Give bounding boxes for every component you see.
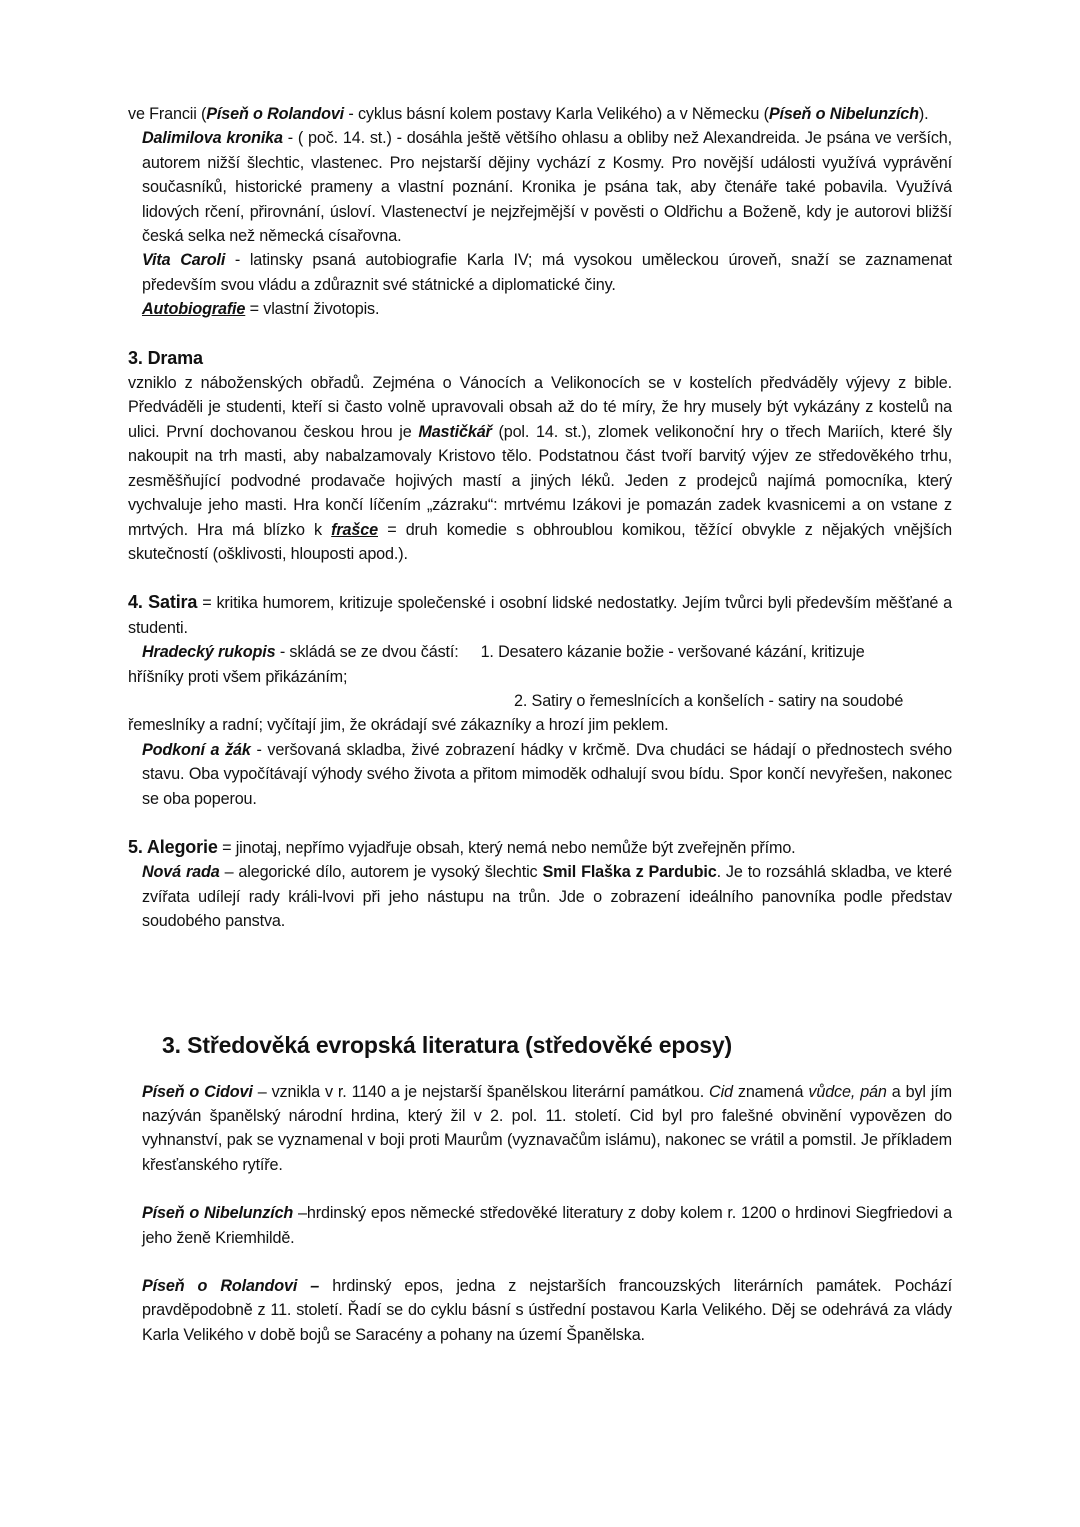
spacer xyxy=(128,1177,952,1201)
spacer xyxy=(128,1250,952,1274)
podkoni-paragraph xyxy=(128,738,952,811)
text: 2. Satiry o řemeslnících a konšelích - satiry na soudobé xyxy=(514,691,904,710)
vita-caroli-paragraph xyxy=(128,248,952,297)
text: = druh komedie s obhroublou komikou, těžící obvykle z nějakých vnějších skutečností (ošklivosti, hlouposti apod.). xyxy=(128,520,952,563)
drama-heading-line xyxy=(128,346,952,371)
text: vzniklo z náboženských obřadů. Zejména o Vánocích a Velikonocích se v kostelích předváděly výjevy z bible. Předváděli je studenti, kteří si často volně upravovali obsah až do té míry, že hry musely být vykázány z kostelů na ulici. První dochovanou českou hrou je xyxy=(128,374,952,441)
author-name: Smil Flaška z Pardubic xyxy=(542,863,717,882)
text: řemeslníky a radní; vyčítají jim, že okrádají své zákazníky a hrozí jim peklem. xyxy=(128,716,669,735)
satira-paragraph xyxy=(128,590,952,640)
text: - veršovaná skladba, živé zobrazení hádky v krčmě. Dva chudáci se hádají o přednostech svého stavu. Oba vypočítávají výhody svého života a přitom mimoděk odhalují svou bídu. Spor končí nevyřešen, nakonec se oba poperou. xyxy=(142,740,953,808)
roland-paragraph xyxy=(128,1274,952,1347)
text: ve Francii ( xyxy=(128,105,207,123)
spacer xyxy=(128,566,952,590)
text: - ( poč. 14. st.) - dosáhla ještě většího ohlasu a obliby než Alexandreida. Je psána ve verších, autorem nižší šlechtic, vlastenec. Pro nejstarší dějiny vychází z Kosmy. Pro novější události využívá vyprávění současníků, historické prameny a vlastní poznání. Kronika je psána tak, aby čtenáře také pobavila. Využívá lidových rčení, přirovnání, úsloví. Vlastenectví je nejzřejmější v pověsti o Oldřichu a Boženě, kdy je autorovi bližší česká selka než německá císařovna. xyxy=(142,129,952,246)
work-title-podkoni-a-zak: Podkoní a žák xyxy=(142,740,251,759)
term-autobiografie: Autobiografie xyxy=(142,300,246,319)
text: (pol. 14. st.), zlomek velikonoční hry o třech Mariích, které šly nakoupit na trh masti, aby nabalzamovaly Kristovo tělo. Podstatnou část tvoří barvitý výjev ze středověkého trhu, zesměšňující podvodné prodavače hojivých mastí a jiných léků. Jeden z prodejců najímá pomocníka, který vychvaluje jeho masti. Hra končí líčením „zázraku“: mrtvému Izákovi je pomazán zadek kvasnicemi a on vstane z mrtvých. Hra má blízko k xyxy=(128,422,952,539)
text: = kritika humorem, kritizuje společenské i osobní lidské nedostatky. Jejím tvůrci byli především měšťané a studenti. xyxy=(128,594,952,637)
work-title-nibelungen: Píseň o Nibelunzích xyxy=(142,1204,294,1223)
hradecky-part-2-cont xyxy=(128,713,952,737)
text: hrdinský epos, jedna z nejstarších francouzských literárních památek. Pochází pravděpodobně z 11. století. Řadí se do cyklu básní s ústřední postavou Karla Velikého. Děj se odehrává za vlády Karla Velikého v době bojů se Saracény a pohany na území Španělska. xyxy=(142,1277,952,1344)
spacer xyxy=(128,811,952,835)
spacer xyxy=(128,1060,952,1080)
text: - skládá se ze dvou částí: xyxy=(275,643,459,662)
section-heading-drama: 3. Drama xyxy=(128,347,203,368)
text: –hrdinský epos německé středověké literatury z doby kolem r. 1200 o hrdinovi Siegfriedovi a jeho ženě Kriemhildě. xyxy=(142,1204,952,1247)
italic-term: vůdce, pán xyxy=(808,1082,887,1101)
text: = vlastní životopis. xyxy=(245,300,380,319)
hradecky-part-1: 1. Desatero kázanie božie - veršované kázání, kritizuje xyxy=(480,643,865,662)
term-frasce: frašce xyxy=(331,520,378,539)
dalimil-paragraph xyxy=(128,126,952,248)
document-page xyxy=(128,102,952,1347)
intro-paragraph xyxy=(128,102,952,126)
autobiografie-definition xyxy=(128,297,952,321)
spacer xyxy=(128,322,952,346)
section-heading-satira: 4. Satira xyxy=(128,592,198,613)
alegorie-paragraph xyxy=(128,835,952,860)
work-title-roland: Píseň o Rolandovi xyxy=(206,105,345,123)
cid-paragraph xyxy=(128,1080,952,1178)
hradecky-part-2 xyxy=(128,689,952,713)
text: znamená xyxy=(732,1082,809,1101)
text: a byl jím nazýván španělský národní hrdina, který žil v 2. pol. 11. století. Cid byl pro falešné obvinění vypovězen do vyhnanství, pak se vyznamenal v boji proti Maurům (vyznavačům islámu), nakonec se vrátil a pomstil. Je příkladem křesťanského rytíře. xyxy=(142,1082,952,1174)
italic-term: Cid xyxy=(709,1082,733,1101)
nova-rada-paragraph xyxy=(128,860,952,933)
text: - latinsky psaná autobiografie Karla IV; má vysokou uměleckou úroveň, snaží se zaznamenat především svou vládu a zdůraznit své státnické a diplomatické činy. xyxy=(142,251,952,294)
work-title-nova-rada: Nová rada xyxy=(142,863,220,882)
section-heading-alegorie: 5. Alegorie xyxy=(128,836,218,857)
nibelungen-paragraph xyxy=(128,1201,952,1250)
work-title-nibelungen: Píseň o Nibelunzích xyxy=(768,105,919,123)
text: ). xyxy=(918,105,929,123)
text: - cyklus básní kolem postavy Karla Velikého) a v Německu ( xyxy=(344,105,769,123)
work-title-vita-caroli: Vita Caroli xyxy=(142,251,226,270)
spacer xyxy=(128,934,952,1030)
work-title-dalimil: Dalimilova kronika xyxy=(142,129,283,148)
text: = jinotaj, nepřímo vyjadřuje obsah, který nemá nebo nemůže být zveřejněn přímo. xyxy=(217,838,796,857)
hradecky-part-1-cont xyxy=(128,665,952,689)
work-title-mastickar: Mastičkář xyxy=(418,422,492,441)
work-title-roland: Píseň o Rolandovi – xyxy=(142,1277,320,1296)
drama-paragraph xyxy=(128,371,952,566)
text: – vznikla v r. 1140 a je nejstarší španělskou literární památkou. xyxy=(252,1082,710,1101)
text: hříšníky proti všem přikázáním; xyxy=(128,667,348,686)
work-title-cid: Píseň o Cidovi xyxy=(142,1082,253,1101)
text: – alegorické dílo, autorem je vysoký šlechtic xyxy=(219,863,543,882)
hradecky-rukopis-paragraph xyxy=(128,640,952,664)
text: . Je to rozsáhlá skladba, ve které zvířata udílejí rady králi-lvovi při jeho nástupu na trůn. Jde o zobrazení ideálního panovníka podle představ soudobého panstva. xyxy=(142,863,952,931)
chapter-heading: 3. Středověká evropská literatura (středověké eposy) xyxy=(162,1031,733,1058)
work-title-hradecky-rukopis: Hradecký rukopis xyxy=(142,643,276,662)
